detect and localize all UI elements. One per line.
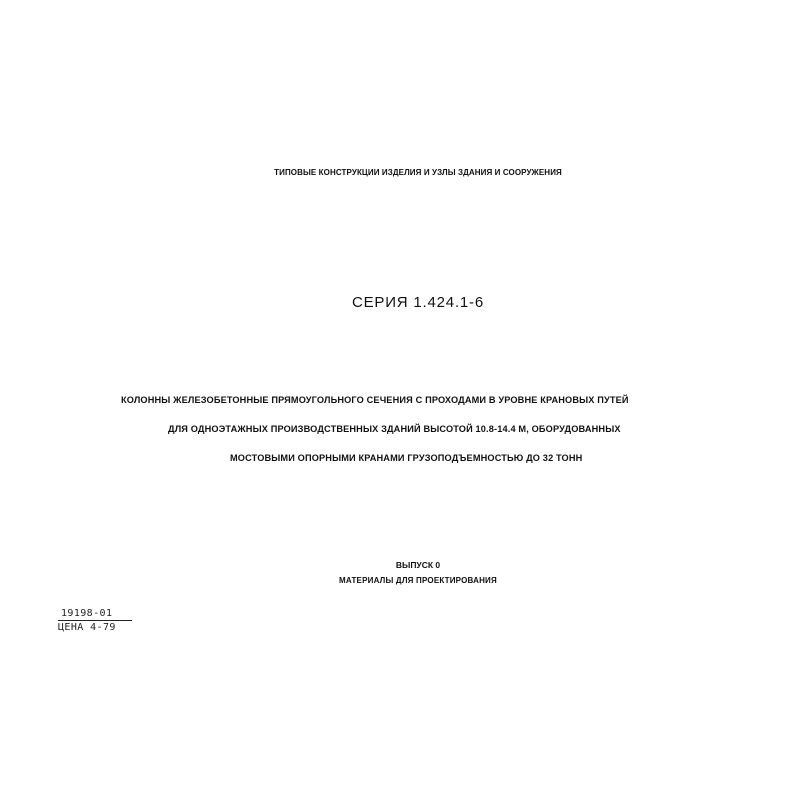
issue-number: ВЫПУСК 0 [395,560,441,570]
stamp-code: 19198-01 [61,608,113,619]
stamp-price: ЦЕНА 4-79 [58,622,116,633]
title-line-3: МОСТОВЫМИ ОПОРНЫМИ КРАНАМИ ГРУЗОПОДЪЕМНОСТЬЮ ДО 32 ТОНН [230,453,583,463]
series-number: СЕРИЯ 1.424.1-6 [351,294,484,311]
price-stamp [58,608,132,634]
title-line-2: ДЛЯ ОДНОЭТАЖНЫХ ПРОИЗВОДСТВЕННЫХ ЗДАНИЙ ВЫСОТОЙ 10.8-14.4 М, ОБОРУДОВАННЫХ [168,424,621,434]
collection-header: ТИПОВЫЕ КОНСТРУКЦИИ ИЗДЕЛИЯ И УЗЛЫ ЗДАНИЯ И СООРУЖЕНИЯ [274,168,562,177]
materials-subtitle: МАТЕРИАЛЫ ДЛЯ ПРОЕКТИРОВАНИЯ [339,576,497,585]
stamp-divider [58,620,132,621]
title-line-1: КОЛОННЫ ЖЕЛЕЗОБЕТОННЫЕ ПРЯМОУГОЛЬНОГО СЕЧЕНИЯ С ПРОХОДАМИ В УРОВНЕ КРАНОВЫХ ПУТЕЙ [121,395,629,405]
